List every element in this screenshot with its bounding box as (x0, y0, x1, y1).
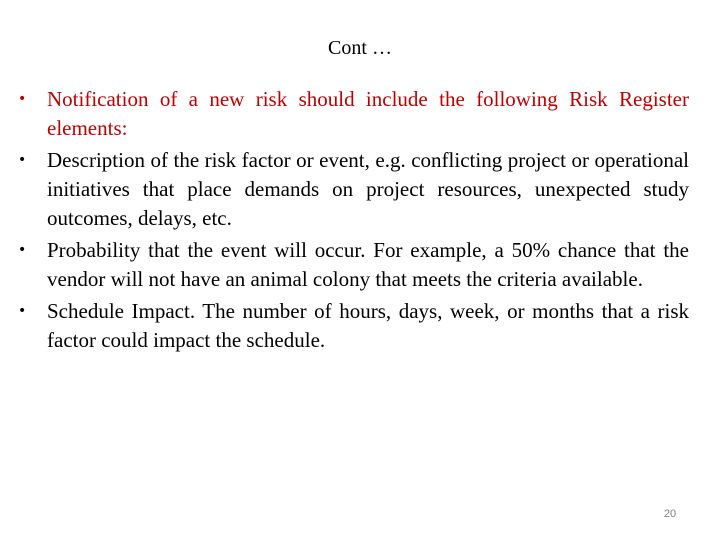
slide-title: Cont … (328, 37, 392, 59)
bullet-item-notification (18, 85, 689, 143)
bullet-item-description (18, 146, 689, 233)
bullet-text: Probability that the event will occur. For example, a 50% chance that the vendor will not have an animal colony that meets the criteria available. (47, 238, 689, 291)
bullet-list (18, 85, 689, 358)
page-number: 20 (663, 508, 677, 520)
bullet-icon: • (18, 303, 27, 319)
bullet-text: Description of the risk factor or event, e.g. conflicting project or operational initiatives that place demands on project resources, unexpected study outcomes, delays, etc. (47, 148, 689, 230)
bullet-item-probability (18, 236, 689, 294)
bullet-icon: • (18, 152, 27, 168)
bullet-text: Notification of a new risk should include the following Risk Register elements: (47, 87, 689, 140)
bullet-text: Schedule Impact. The number of hours, days, week, or months that a risk factor could impact the schedule. (47, 299, 689, 352)
bullet-icon: • (18, 91, 27, 107)
bullet-item-schedule-impact (18, 297, 689, 355)
bullet-icon: • (18, 242, 27, 258)
